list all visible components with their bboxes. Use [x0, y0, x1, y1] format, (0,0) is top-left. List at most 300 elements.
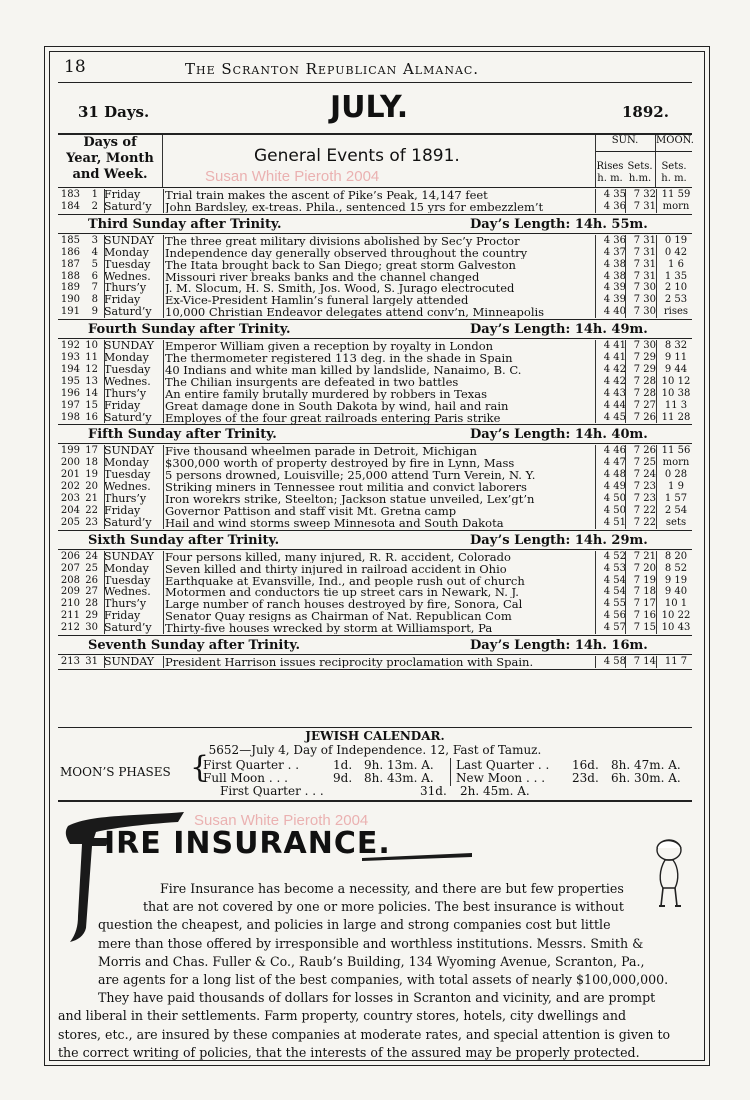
moon-sets-units: h. m.: [661, 173, 687, 184]
moon-sets: rises: [663, 306, 689, 318]
day-length: Day’s Length: 14h. 29m.: [470, 532, 648, 548]
day-of-month: 14: [85, 387, 98, 399]
watermark: Susan White Pieroth 2004: [194, 812, 369, 829]
sets-label: Sets.: [627, 161, 653, 172]
sun-sets: 7 27: [633, 399, 656, 411]
calendar-row: [58, 352, 692, 364]
day-of-month: 11: [85, 352, 98, 363]
phase-name: New Moon . . .: [456, 771, 546, 785]
sun-rises: 4 40: [603, 306, 626, 318]
sun-rises: 4 57: [603, 622, 626, 634]
day-of-year: 208: [60, 574, 80, 586]
column-rule: [656, 656, 657, 668]
phase-time: 8h. 43m. A.: [364, 771, 434, 785]
sun-sets: 7 14: [633, 656, 656, 667]
sun-rises: 4 37: [603, 246, 626, 258]
sun-sets: 7 23: [633, 493, 656, 504]
day-of-month: 29: [85, 610, 98, 622]
calendar-row: [58, 517, 692, 529]
divider: [58, 669, 692, 670]
sun-rises: 4 38: [603, 270, 626, 282]
brace: {: [190, 750, 210, 785]
calendar-row: [58, 493, 692, 505]
day-of-week: Friday: [104, 398, 141, 412]
day-of-year: 187: [60, 258, 80, 270]
column-rule: [104, 656, 105, 668]
calendar-row: [58, 622, 692, 634]
moon-sets: 11 28: [661, 411, 691, 423]
events-column-header: General Events of 1891.: [254, 146, 460, 166]
day-of-year: 206: [60, 550, 80, 562]
day-of-year: 198: [60, 411, 80, 423]
sun-rises: 4 45: [603, 411, 626, 423]
event-text: Earthquake at Evansville, Ind., and people rush out of church: [165, 574, 525, 587]
sun-sets: 7 31: [633, 246, 656, 258]
day-of-week: SUNDAY: [104, 549, 155, 563]
sun-sets: 7 26: [633, 445, 656, 457]
day-of-month: 8: [91, 294, 98, 306]
day-of-year: 210: [60, 598, 80, 610]
sun-rises: 4 42: [603, 375, 626, 387]
sun-sets: 7 31: [633, 200, 656, 212]
day-of-year: 188: [60, 270, 80, 282]
divider: [58, 187, 692, 188]
phase-day: 31d.: [420, 784, 447, 798]
sun-rises: 4 41: [603, 352, 626, 363]
phase-name: First Quarter . . .: [220, 784, 324, 798]
moon-header: MOON.: [656, 135, 694, 146]
day-of-year: 205: [60, 516, 80, 528]
phase-time: 2h. 45m. A.: [460, 784, 530, 798]
day-of-month: 24: [85, 550, 98, 562]
column-rule: [625, 340, 626, 423]
jewish-calendar-line: 5652—July 4, Day of Independence. 12, Fast of Tamuz.: [208, 743, 542, 757]
column-rule: [595, 551, 596, 634]
event-text: Four persons killed, many injured, R. R. accident, Colorado: [165, 550, 511, 563]
event-text: Thirty-five houses wrecked by storm at Williamsport, Pa: [165, 622, 493, 635]
sun-sets: 7 20: [633, 562, 656, 574]
column-rule: [656, 340, 657, 423]
phase-day: 1d.: [333, 758, 353, 772]
jewish-calendar-title: JEWISH CALENDAR.: [305, 729, 445, 743]
moon-sets: 2 53: [664, 294, 688, 306]
moon-sets: 9 40: [664, 586, 688, 598]
day-of-week: Saturd’y: [104, 199, 152, 213]
day-of-week: SUNDAY: [104, 233, 155, 247]
page-number: 18: [64, 57, 86, 77]
days-column-header: [58, 135, 162, 183]
column-rule: [595, 656, 596, 668]
moon-sets: 10 43: [661, 622, 691, 634]
rises-header: [596, 161, 624, 185]
moon-sets: 8 32: [664, 340, 688, 352]
sunday-heading: [58, 322, 692, 338]
sun-rises: 4 36: [603, 200, 626, 212]
moon-sets: 1 9: [668, 481, 684, 493]
sunday-title: Fifth Sunday after Trinity.: [88, 427, 277, 443]
sun-rises: 4 49: [603, 481, 626, 493]
calendar-row: [58, 656, 692, 668]
sun-rises: 4 54: [603, 586, 626, 598]
sun-header: SUN.: [611, 135, 639, 146]
event-text: Independence day generally observed throughout the country: [165, 246, 528, 259]
day-of-week: Tuesday: [104, 468, 151, 482]
day-length: Day’s Length: 14h. 55m.: [470, 216, 648, 232]
boy-figure-icon: [645, 836, 693, 910]
moon-sets-label: Sets.: [661, 161, 687, 172]
day-of-month: 15: [85, 399, 98, 411]
day-of-year: 183: [60, 189, 80, 200]
event-text: Motormen and conductors tie up street cars in Newark, N. J.: [165, 586, 519, 599]
moon-sets: sets: [665, 516, 687, 528]
calendar-row: [58, 551, 692, 563]
ad-line: stores, etc., are insured by these companies at moderate rates, and special attention is given to: [58, 1026, 671, 1042]
day-of-week: Thurs’y: [104, 597, 147, 611]
sun-rises: 4 44: [603, 399, 626, 411]
day-of-month: 9: [91, 306, 98, 318]
divider: [58, 319, 692, 320]
day-of-week: SUNDAY: [104, 655, 155, 668]
ad-line: that are not covered by one or more policies. The best insurance is without: [143, 899, 624, 915]
day-of-week: Tuesday: [104, 362, 151, 376]
event-text: President Harrison issues reciprocity proclamation with Spain.: [165, 656, 534, 668]
sun-sets: 7 15: [633, 622, 656, 634]
sun-sets: 7 31: [633, 258, 656, 270]
day-of-week: Wednes.: [104, 374, 151, 388]
calendar-row: [58, 412, 692, 424]
sun-rises: 4 39: [603, 282, 626, 294]
sun-sets: 7 17: [633, 598, 656, 610]
day-of-year: 211: [60, 610, 80, 622]
calendar-row: [58, 388, 692, 400]
day-of-year: 201: [60, 469, 80, 481]
year: 1892.: [622, 103, 669, 121]
divider: [58, 82, 692, 83]
day-of-year: 184: [60, 200, 80, 212]
event-text: An entire family brutally murdered by robbers in Texas: [165, 387, 487, 400]
day-of-week: Monday: [104, 456, 149, 470]
moon-sets: 2 10: [664, 282, 688, 294]
event-text: Senator Quay resigns as Chairman of Nat. Republican Com: [165, 610, 512, 623]
event-text: Emperor William given a reception by royalty in London: [165, 340, 494, 353]
column-rule: [656, 445, 657, 528]
day-of-year: 193: [60, 352, 80, 363]
divider: [58, 424, 692, 425]
days-header-line: Days of: [83, 135, 137, 150]
day-of-week: Monday: [104, 351, 149, 364]
column-rule: [595, 235, 596, 318]
sun-sets: 7 30: [633, 340, 656, 352]
calendar-row: [58, 586, 692, 598]
day-of-year: 197: [60, 399, 80, 411]
day-of-month: 22: [85, 504, 98, 516]
phase-time: 8h. 47m. A.: [611, 758, 681, 772]
day-of-week: Saturd’y: [104, 410, 152, 424]
day-of-year: 200: [60, 457, 80, 469]
sun-rises: 4 52: [603, 550, 626, 562]
calendar-row: [58, 481, 692, 493]
event-text: John Bardsley, ex-treas. Phila., sentenced 15 yrs for embezzlem’t: [165, 200, 544, 213]
day-of-month: 26: [85, 574, 98, 586]
sun-sets: 7 31: [633, 270, 656, 282]
day-of-year: 186: [60, 246, 80, 258]
days-header-line: Year, Month: [66, 151, 154, 166]
day-of-year: 212: [60, 622, 80, 634]
day-length: Day’s Length: 14h. 49m.: [470, 322, 648, 338]
sun-sets: 7 32: [633, 189, 656, 200]
day-of-year: 191: [60, 306, 80, 318]
calendar-row: [58, 598, 692, 610]
phase-time: 9h. 13m. A.: [364, 758, 434, 772]
ad-line: question the cheapest, and policies in large and strong companies cost but little: [98, 917, 611, 933]
moon-sets: 9 11: [664, 352, 688, 363]
moon-sets: 10 1: [664, 598, 688, 610]
day-of-month: 28: [85, 598, 98, 610]
moon-sets: 11 7: [664, 656, 688, 667]
column-rule: [625, 189, 626, 213]
day-of-month: 31: [85, 656, 98, 667]
moon-sets: 0 19: [664, 234, 688, 246]
day-of-week: Monday: [104, 561, 149, 575]
day-of-month: 30: [85, 622, 98, 634]
moon-sets: 1 6: [668, 258, 684, 270]
day-of-month: 1: [91, 189, 98, 200]
day-of-month: 3: [91, 234, 98, 246]
column-rule: [655, 135, 656, 187]
day-of-year: 194: [60, 363, 80, 375]
day-of-week: Thurs’y: [104, 492, 147, 505]
day-of-month: 12: [85, 363, 98, 375]
sun-rises: 4 50: [603, 493, 626, 504]
ad-line: Morris and Chas. Fuller & Co., Raub’s Building, 134 Wyoming Avenue, Scranton, Pa.,: [98, 953, 645, 969]
moon-sets: 8 20: [664, 550, 688, 562]
calendar-row: [58, 445, 692, 457]
ad-line: the correct writing of policies, that the interests of the assured may be properly protected.: [58, 1044, 640, 1060]
column-rule: [656, 235, 657, 318]
day-of-week: Thurs’y: [104, 281, 147, 295]
sun-rises: 4 56: [603, 610, 626, 622]
sun-rises: 4 46: [603, 445, 626, 457]
sun-sets: 7 21: [633, 550, 656, 562]
sun-rises: 4 50: [603, 504, 626, 516]
calendar-row: [58, 400, 692, 412]
sun-sets: 7 18: [633, 586, 656, 598]
calendar-row: [58, 294, 692, 306]
event-text: Five thousand wheelmen parade in Detroit, Michigan: [165, 445, 477, 458]
ad-line: and liberal in their settlements. Farm property, country stores, hotels, city dwellings and: [58, 1008, 627, 1024]
event-text: The three great military divisions abolished by Sec’y Proctor: [165, 234, 520, 247]
sun-rises: 4 55: [603, 598, 626, 610]
sun-rises: 4 54: [603, 574, 626, 586]
column-rule: [104, 235, 105, 318]
column-rule: [625, 445, 626, 528]
event-text: 40 Indians and white man killed by landslide, Nanaimo, B. C.: [165, 363, 522, 376]
sun-rises: 4 43: [603, 387, 626, 399]
column-rule: [163, 656, 164, 668]
day-of-year: 203: [60, 493, 80, 504]
event-text: 5 persons drowned, Louisville; 25,000 attend Turn Verein, N. Y.: [165, 469, 536, 482]
day-of-year: 204: [60, 504, 80, 516]
calendar-row: [58, 201, 692, 213]
sun-sets: 7 16: [633, 610, 656, 622]
moon-sets: 8 52: [664, 562, 688, 574]
title-swash-icon: [360, 850, 476, 866]
event-text: Ex-Vice-President Hamlin’s funeral largely attended: [165, 294, 469, 307]
sun-rises: 4 47: [603, 457, 626, 469]
calendar-row: [58, 563, 692, 575]
column-rule: [104, 189, 105, 213]
rises-units: h. m.: [597, 173, 623, 184]
sun-rises: 4 51: [603, 516, 626, 528]
calendar-row: [58, 469, 692, 481]
column-rule: [163, 340, 164, 423]
day-of-year: 192: [60, 340, 80, 352]
moon-sets: 10 22: [661, 610, 691, 622]
moon-sets: morn: [662, 200, 690, 212]
column-rule: [450, 758, 451, 786]
day-of-week: Saturd’y: [104, 515, 152, 529]
sunday-heading: [58, 217, 692, 233]
day-of-week: SUNDAY: [104, 339, 155, 353]
day-of-month: 7: [91, 282, 98, 294]
moon-sets: 1 35: [664, 270, 688, 282]
column-rule: [595, 189, 596, 213]
moon-sets: 10 12: [661, 375, 691, 387]
column-rule: [163, 235, 164, 318]
divider: [596, 151, 692, 152]
phase-day: 23d.: [572, 771, 599, 785]
sets-units: h.m.: [628, 173, 652, 184]
calendar-row: [58, 282, 692, 294]
ad-line: are agents for a long list of the best companies, with total assets of nearly $100,000,000.: [98, 972, 669, 987]
day-of-year: 207: [60, 562, 80, 574]
column-rule: [595, 135, 596, 187]
event-text: The thermometer registered 113 deg. in the shade in Spain: [165, 352, 513, 364]
calendar-row: [58, 457, 692, 469]
moon-sets: 10 38: [661, 387, 691, 399]
day-of-year: 209: [60, 586, 80, 598]
day-length: Day’s Length: 14h. 16m.: [470, 638, 648, 653]
sun-sets: 7 25: [633, 457, 656, 469]
sets-header: [626, 161, 654, 185]
divider: [58, 214, 692, 215]
sun-rises: 4 42: [603, 363, 626, 375]
sun-rises: 4 38: [603, 258, 626, 270]
phase-day: 9d.: [333, 771, 353, 785]
day-of-week: Wednes.: [104, 269, 151, 283]
event-text: Seven killed and thirty injured in railroad accident in Ohio: [165, 562, 507, 575]
calendar-row: [58, 235, 692, 247]
moon-sets: 11 56: [661, 445, 691, 457]
sun-sets: 7 22: [633, 516, 656, 528]
divider: [58, 635, 692, 636]
phase-day: 16d.: [572, 758, 599, 772]
day-of-month: 17: [85, 445, 98, 457]
column-rule: [163, 445, 164, 528]
day-of-week: Thurs’y: [104, 386, 147, 400]
day-of-week: SUNDAY: [104, 444, 155, 458]
day-of-year: 189: [60, 282, 80, 294]
event-text: Striking miners in Tennessee rout militia and convict laborers: [165, 481, 527, 494]
day-of-month: 4: [91, 246, 98, 258]
rises-label: Rises: [596, 161, 624, 172]
event-text: Great damage done in South Dakota by wind, hail and rain: [165, 399, 509, 412]
day-of-year: 202: [60, 481, 80, 493]
divider: [58, 727, 692, 728]
moon-sets: 2 54: [664, 504, 688, 516]
event-text: Missouri river breaks banks and the channel changed: [165, 270, 480, 283]
event-text: Trial train makes the ascent of Pike’s Peak, 14,147 feet: [165, 189, 488, 201]
day-of-week: Friday: [104, 503, 141, 517]
day-of-week: Saturd’y: [104, 305, 152, 319]
column-rule: [104, 340, 105, 423]
day-of-week: Friday: [104, 293, 141, 307]
month-title: JULY.: [330, 90, 409, 125]
day-of-year: 199: [60, 445, 80, 457]
moon-sets: 1 57: [664, 493, 688, 504]
day-of-month: 2: [91, 200, 98, 212]
day-length: Day’s Length: 14h. 40m.: [470, 427, 648, 443]
event-text: Employes of the four great railroads entering Paris strike: [165, 411, 501, 424]
day-of-month: 16: [85, 411, 98, 423]
column-rule: [625, 656, 626, 668]
moon-sets: 0 42: [664, 246, 688, 258]
day-of-year: 196: [60, 387, 80, 399]
day-of-week: Wednes.: [104, 480, 151, 494]
column-rule: [656, 551, 657, 634]
column-rule: [625, 235, 626, 318]
watermark: Susan White Pieroth 2004: [205, 168, 380, 185]
day-of-month: 21: [85, 493, 98, 504]
moon-sets-header: [656, 161, 692, 185]
sun-sets: 7 26: [633, 411, 656, 423]
calendar-row: [58, 247, 692, 259]
event-text: Governor Pattison and staff visit Mt. Gretna camp: [165, 504, 457, 517]
column-rule: [595, 340, 596, 423]
sun-rises: 4 41: [603, 340, 626, 352]
divider: [58, 530, 692, 531]
column-rule: [163, 189, 164, 213]
days-header-line: and Week.: [72, 167, 148, 182]
sun-sets: 7 22: [633, 504, 656, 516]
sun-sets: 7 19: [633, 574, 656, 586]
column-rule: [162, 135, 163, 187]
moon-phases-label: MOON’S PHASES: [60, 765, 171, 779]
moon-sets: morn: [662, 457, 690, 469]
sunday-heading: [58, 533, 692, 549]
event-text: The Chilian insurgents are defeated in two battles: [165, 375, 459, 388]
day-of-week: Saturd’y: [104, 621, 152, 635]
column-rule: [104, 445, 105, 528]
day-of-year: 190: [60, 294, 80, 306]
ad-line: Fire Insurance has become a necessity, and there are but few properties: [160, 881, 624, 896]
column-rule: [656, 189, 657, 213]
calendar-row: [58, 364, 692, 376]
moon-sets: 9 44: [664, 363, 688, 375]
calendar-row: [58, 505, 692, 517]
sun-rises: 4 39: [603, 294, 626, 306]
moon-sets: 11 3: [664, 399, 688, 411]
ad-line: They have paid thousands of dollars for losses in Scranton and vicinity, and are prompt: [98, 990, 656, 1006]
day-of-month: 5: [91, 258, 98, 270]
event-text: Hail and wind storms sweep Minnesota and South Dakota: [165, 516, 504, 529]
running-head: The Scranton Republican Almanac.: [185, 60, 480, 78]
day-of-week: Friday: [104, 609, 141, 623]
day-of-week: Monday: [104, 245, 149, 259]
calendar-row: [58, 259, 692, 271]
day-of-month: 27: [85, 586, 98, 598]
days-count: 31 Days.: [78, 103, 150, 121]
